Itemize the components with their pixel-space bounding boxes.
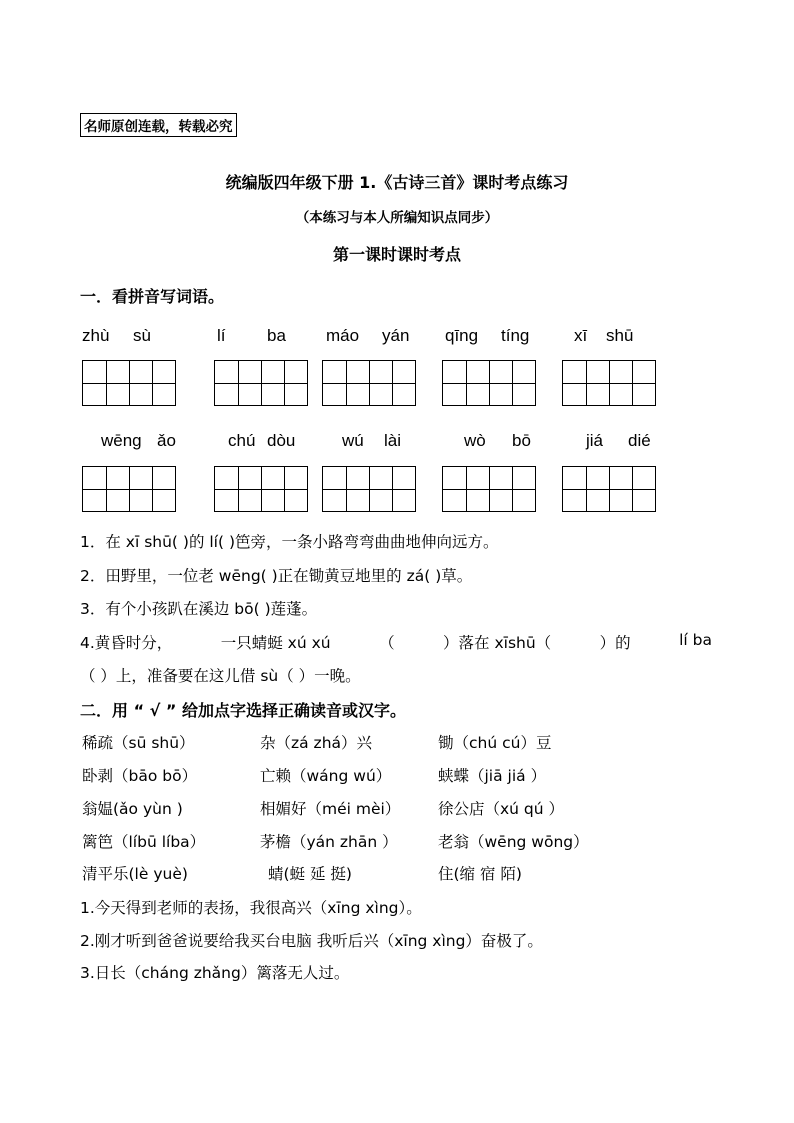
writing-grid[interactable] — [562, 466, 656, 512]
pinyin: lài — [384, 431, 402, 450]
choice-item[interactable]: 锄（chú cú）豆 — [438, 734, 552, 752]
choice-sentence: 1.今天得到老师的表扬，我很高兴（xīng xìng）。 — [80, 899, 422, 917]
choice-sentence: 3.日长（cháng zhǎng）篱落无人过。 — [80, 964, 350, 982]
section1-heading: 一．看拼音写词语。 — [80, 287, 225, 306]
choice-item[interactable]: 蛱蝶（jiā jiá ） — [438, 767, 547, 785]
pinyin: bō — [512, 431, 531, 450]
pinyin: dié — [628, 431, 651, 450]
fill-sentence: 2．田野里，一位老 wēng( )正在锄黄豆地里的 zá( )草。 — [80, 567, 473, 585]
writing-grid[interactable] — [442, 360, 536, 406]
choice-item[interactable]: 亡赖（wáng wú） — [260, 767, 392, 785]
pinyin: shū — [606, 326, 634, 345]
writing-grid[interactable] — [82, 466, 176, 512]
choice-item[interactable]: 徐公店（xú qú ） — [438, 800, 565, 818]
section2-heading: 二．用 “ √ ” 给加点字选择正确读音或汉字。 — [80, 701, 406, 720]
copyright-badge: 名师原创连载，转载必究 — [80, 113, 237, 137]
pinyin: xī — [574, 326, 588, 345]
writing-grid[interactable] — [442, 466, 536, 512]
writing-grid[interactable] — [214, 360, 308, 406]
s4-part: （ — [379, 634, 395, 652]
fill-sentence — [80, 631, 712, 653]
choice-item[interactable]: 清平乐(lè yuè) — [82, 865, 188, 883]
choice-item[interactable]: 稀疏（sū shū） — [82, 734, 195, 752]
pinyin: wú — [342, 431, 364, 450]
s4-part: ）落在 xīshū（ — [443, 634, 552, 652]
pinyin: chú — [228, 431, 256, 450]
pinyin: zhù — [82, 326, 110, 345]
s4-part: ）的 — [599, 634, 631, 652]
pinyin: sù — [133, 326, 151, 345]
choice-sentence: 2.刚才听到爸爸说要给我买台电脑 我听后兴（xīng xìng）奋极了。 — [80, 932, 543, 950]
pinyin: dòu — [267, 431, 296, 450]
choice-item[interactable]: 住(缩 宿 陌) — [438, 865, 522, 883]
pinyin: qīng — [445, 326, 479, 345]
fill-sentence: （ ）上，准备要在这儿借 sù（ ）一晚。 — [80, 667, 361, 685]
writing-grid[interactable] — [82, 360, 176, 406]
s4-part: lí ba — [679, 631, 712, 649]
writing-grid[interactable] — [322, 360, 416, 406]
choice-item[interactable]: 卧剥（bāo bō） — [82, 767, 198, 785]
writing-grid[interactable] — [322, 466, 416, 512]
pinyin: ba — [267, 326, 286, 345]
choice-item[interactable]: 茅檐（yán zhān ） — [260, 833, 398, 851]
writing-grid[interactable] — [562, 360, 656, 406]
fill-sentence: 3．有个小孩趴在溪边 bō( )莲蓬。 — [80, 600, 318, 618]
pinyin: máo — [326, 326, 360, 345]
pinyin: tíng — [501, 326, 530, 345]
lesson-title: 第一课时课时考点 — [332, 245, 461, 264]
choice-item[interactable]: 翁媪(ǎo yùn ) — [82, 800, 183, 818]
writing-grid[interactable] — [214, 466, 308, 512]
worksheet-title: 统编版四年级下册 1.《古诗三首》课时考点练习 — [225, 173, 569, 192]
choice-item[interactable]: 老翁（wēng wōng） — [438, 833, 589, 851]
pinyin: wēng — [101, 431, 142, 450]
pinyin: ǎo — [157, 431, 176, 450]
pinyin: jiá — [586, 431, 604, 450]
worksheet-subtitle: （本练习与本人所编知识点同步） — [295, 210, 499, 226]
pinyin: lí — [217, 326, 226, 345]
choice-item[interactable]: 相媚好（méi mèi） — [260, 800, 401, 818]
choice-item[interactable]: 篱笆（líbū líba） — [82, 833, 206, 851]
choice-item[interactable]: 杂（zá zhá）兴 — [260, 734, 373, 752]
choice-item[interactable]: 蜻(蜓 延 挺) — [268, 865, 352, 883]
pinyin: yán — [382, 326, 410, 345]
s4-part: 4.黄昏时分， — [80, 634, 173, 652]
s4-part: 一只蜻蜓 xú xú — [220, 634, 331, 652]
fill-sentence: 1．在 xī shū( )的 lí( )笆旁，一条小路弯弯曲曲地伸向远方。 — [80, 533, 499, 551]
pinyin: wò — [464, 431, 486, 450]
